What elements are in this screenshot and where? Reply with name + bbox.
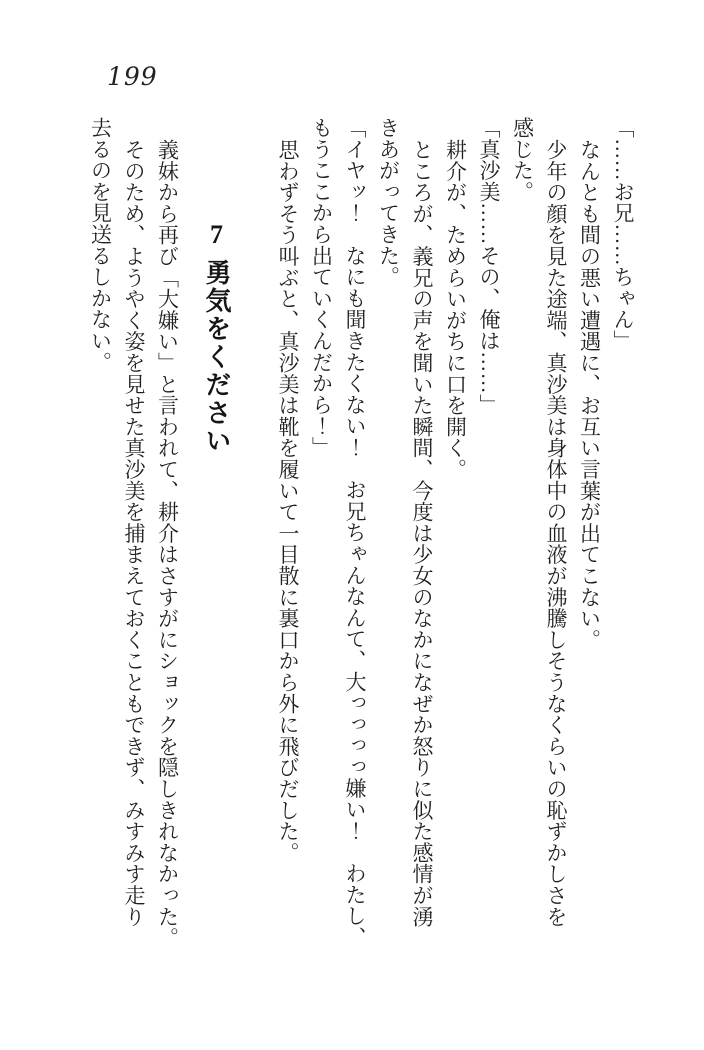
text-column-continuation: 去るのを見送るしかない。 — [88, 117, 113, 373]
text-column-dialogue: 「イヤッ！ なにも聞きたくない！ お兄ちゃんなんて、大っっっっ嫌い！ わたし、 — [343, 117, 367, 948]
text-column: そのため、ようやく姿を見せた真沙美を捕まえておくこともできず、みすみす走り — [122, 138, 146, 927]
text-column: 思わずそう叫ぶと、真沙美は靴を履いて一目散に裏口から外に飛びだした。 — [276, 138, 300, 863]
text-column-continuation: きあがってきた。 — [376, 117, 401, 288]
chapter-number: 7 — [202, 220, 231, 251]
text-column-dialogue: 「真沙美……その、俺は……」 — [477, 117, 501, 416]
text-column-continuation: 感じた。 — [510, 117, 535, 203]
text-column: 義妹から再び「大嫌い」と言われて、耕介はさすがにショックを隠しきれなかった。 — [155, 138, 180, 948]
text-column: 少年の顔を見た途端、真沙美は身体中の血液が沸騰しそうなくらいの恥ずかしさを — [544, 138, 568, 927]
page-number: 199 — [107, 62, 158, 91]
text-column: ところが、義兄の声を聞いた瞬間、今度は少女のなかになぜか怒りに似た感情が湧 — [410, 138, 434, 927]
chapter-heading — [203, 117, 230, 977]
text-block — [77, 117, 633, 977]
text-column: なんとも間の悪い遭遇に、お互い言葉が出てこない。 — [577, 138, 602, 650]
text-column: 耕介が、ためらいがちに口を開く。 — [443, 138, 468, 480]
chapter-title: 勇気をください — [202, 259, 231, 455]
text-column-continuation: もうここから出ていくんだから！」 — [309, 117, 334, 458]
text-column-dialogue: 「……お兄……ちゃん」 — [611, 117, 635, 352]
